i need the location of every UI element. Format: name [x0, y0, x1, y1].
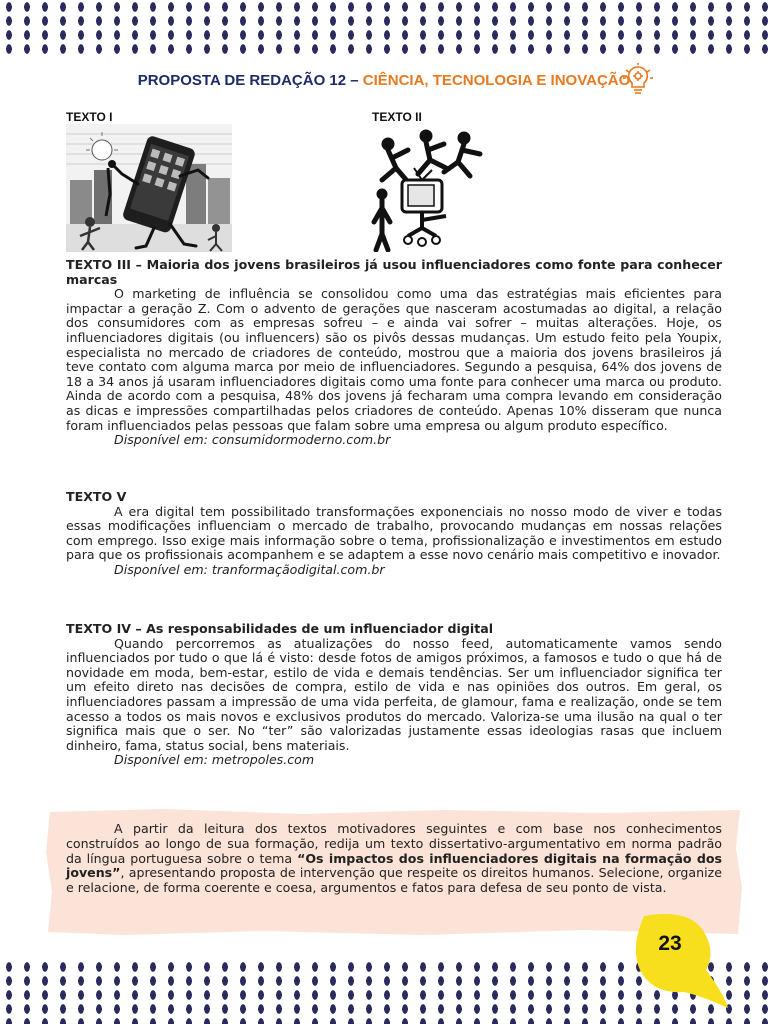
proposal-theme: “Os impactos dos influenciadores digitais na formação dos jovens”	[66, 850, 722, 881]
texto3-body: O marketing de influência se consolidou como uma das estratégias mais eficientes para impactar a geração Z. Com o advento de gerações que nasceram acostumadas ao digital, a relação dos consumidores com as empresas sofreu – e ainda vai sofrer – muitas alterações. Hoje, os influenciadores digitais (ou influencers) são os pivôs dessas mudanças. Um estudo feito pela Youpix, especialista no mercado de criadores de conteúdo, mostrou que a maioria dos jovens brasileiros já teve contato com alguma marca por meio de influenciadores. Segundo a pesquisa, 64% dos jovens de 18 a 34 anos já usaram influenciadores digitais como uma fonte para conhecer uma marca ou produto. Ainda de acordo com a pesquisa, 48% dos jovens já fecharam uma compra levando em consideração as dicas e impressões compartilhadas pelos criadores de conteúdo. Apenas 10% disseram que nunca foram influenciados pelas pessoas que falam sobre uma empresa ou algum produto específico.	[66, 286, 722, 433]
page-number: 23	[658, 932, 682, 955]
page-number-badge	[632, 912, 732, 1012]
texto5-body: A era digital tem possibilitado transformações exponenciais no nosso modo de viver e todas essas modificações influenciam o mercado de trabalho, provocando mudanças em nossas relações com emprego. Isso exige mais informação sobre o tema, profissionalização e investimentos em estudo para que os profissionais acompanhem e se adaptem a esse novo cenário mais competitivo e inovador.	[66, 503, 722, 563]
lightbulb-gear-icon	[620, 62, 656, 98]
texto1-label: TEXTO I	[66, 110, 113, 124]
texto3-source: Disponível em: consumidormoderno.com.br	[114, 432, 391, 448]
texto4-section	[66, 622, 722, 768]
proposal-rest: , apresentando proposta de intervenção que respeite os direitos humanos. Selecione, organize e relacione, de forma coerente e coesa, argumentos e fatos para defesa de seu ponto de vista.	[66, 865, 722, 896]
tv-head-crowd-illustration	[368, 124, 496, 252]
texto5-title: TEXTO V	[66, 489, 127, 504]
title-accent: CIÊNCIA, TECNOLOGIA E INOVAÇÃO	[362, 72, 631, 89]
texto3-title: TEXTO III – Maioria dos jovens brasileiros já usou influenciadores como fonte para conhecer marcas	[66, 257, 722, 287]
proposal-intro: A partir da leitura dos textos motivadores seguintes e com base nos conhecimentos construídos ao longo de sua formação, redija um texto dissertativo-argumentativo em norma padrão da língua portuguesa sobre o tema	[66, 821, 722, 866]
smartphone-cartoon-illustration	[66, 124, 232, 252]
top-dot-pattern	[0, 0, 768, 56]
texto5-source: Disponível em: tranformaçãodigital.com.br	[114, 561, 385, 577]
texto4-title: TEXTO IV – As responsabilidades de um influenciador digital	[66, 621, 494, 636]
texto4-body: Quando percorremos as atualizações do nosso feed, automaticamente vamos sendo influenciados por tudo o que lá é visto: desde fotos de amigos próximos, a famosos e tudo o que há de novidade em moda, bem-estar, estilo de vida e demais tendências. Ser um influenciador significa ter um efeito direto nas decisões de compra, estilo de vida e nas opiniões dos outros. Em geral, os influenciadores passam a impressão de uma vida perfeita, de glamour, fama e realização, onde se tem acesso a todos os mais novos e exclusivos produtos do mercado. Valoriza-se uma ilusão na qual o ter significa mais que o ser. No “ter” são valorizadas justamente essas ideologias rasas que incluem dinheiro, fama, status social, bens materiais.	[66, 635, 722, 753]
texto3-section	[66, 258, 722, 448]
texto4-source: Disponível em: metropoles.com	[114, 752, 315, 768]
proposal-text	[66, 822, 722, 896]
texto2-label: TEXTO II	[372, 110, 422, 124]
texto5-section	[66, 490, 722, 578]
title-main: PROPOSTA DE REDAÇÃO 12 –	[137, 72, 363, 89]
